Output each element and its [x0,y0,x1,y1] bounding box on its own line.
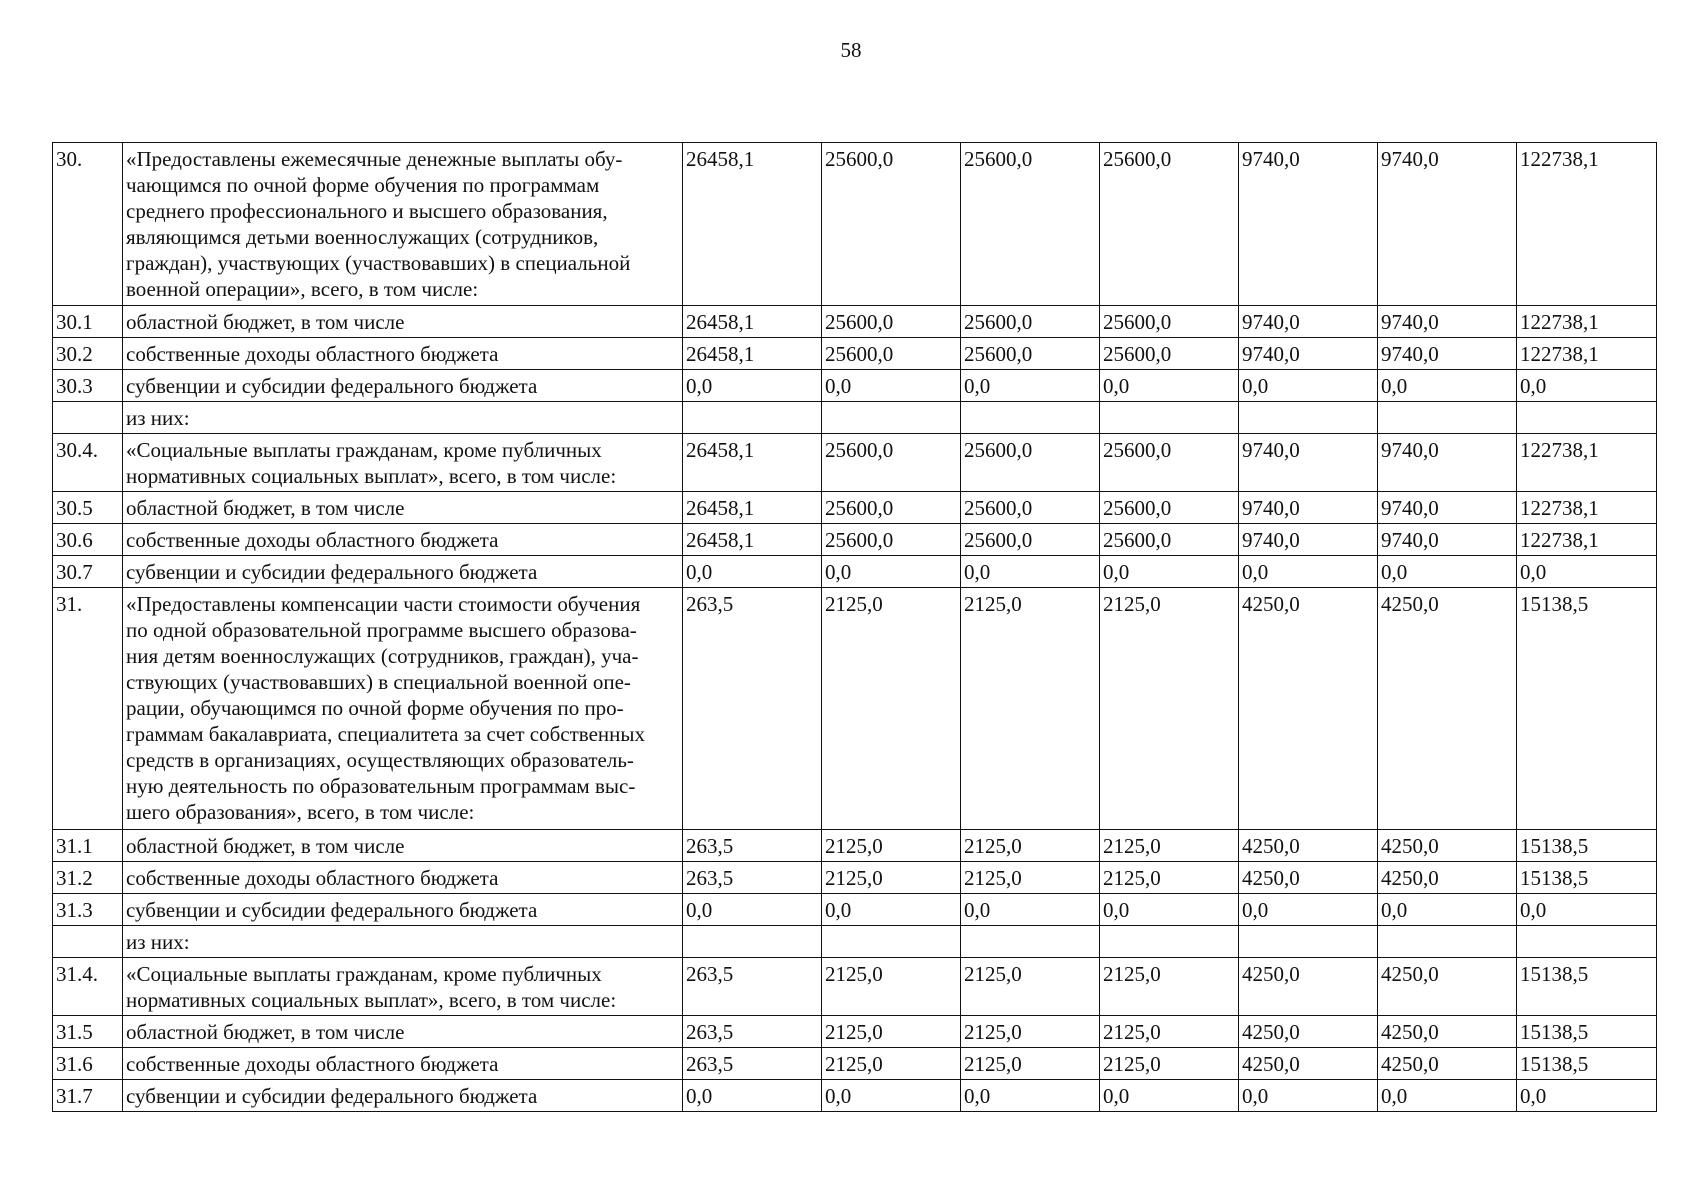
row-number: 30.7 [53,556,123,588]
row-value: 4250,0 [1239,830,1378,862]
row-name [123,1048,683,1080]
row-value: 25600,0 [1100,338,1239,370]
table-row [53,370,1657,402]
budget-table-body [53,143,1657,1112]
row-total: 15138,5 [1517,958,1657,1016]
row-name-line: из них: [126,406,190,430]
row-total: 122738,1 [1517,306,1657,338]
row-value: 25600,0 [822,492,961,524]
row-value: 26458,1 [683,434,822,492]
row-name-line: ствующих (участвовавших) в специальной военной опе- [126,670,631,694]
row-value [1378,402,1517,434]
table-row [53,1016,1657,1048]
row-value: 263,5 [683,1016,822,1048]
row-value: 0,0 [961,556,1100,588]
row-value: 9740,0 [1378,143,1517,306]
row-name-line: являющимся детьми военнослужащих (сотрудников, [126,225,599,249]
row-name-line: субвенции и субсидии федерального бюджета [126,560,538,584]
row-name [123,894,683,926]
row-number: 30.6 [53,524,123,556]
row-name-line: собственные доходы областного бюджета [126,528,499,552]
row-value: 9740,0 [1378,338,1517,370]
row-value: 2125,0 [961,958,1100,1016]
row-name-line: шего образования», всего, в том числе: [126,800,475,824]
row-value [1100,926,1239,958]
row-value: 2125,0 [1100,1016,1239,1048]
table-row [53,524,1657,556]
table-row [53,1048,1657,1080]
row-value: 2125,0 [1100,830,1239,862]
row-value: 0,0 [1378,370,1517,402]
row-value [1239,926,1378,958]
row-value: 0,0 [822,894,961,926]
row-value: 0,0 [683,894,822,926]
row-name [123,492,683,524]
row-total: 122738,1 [1517,492,1657,524]
row-value: 0,0 [1378,894,1517,926]
row-value: 4250,0 [1239,1048,1378,1080]
row-name [123,1080,683,1112]
row-value: 2125,0 [1100,958,1239,1016]
row-value: 25600,0 [961,338,1100,370]
row-number [53,926,123,958]
row-name-line: военной операции», всего, в том числе: [126,277,479,301]
row-value: 2125,0 [961,862,1100,894]
row-value: 0,0 [822,1080,961,1112]
row-value: 0,0 [1100,370,1239,402]
budget-table [52,142,1657,1112]
row-value: 25600,0 [1100,306,1239,338]
row-number: 31.2 [53,862,123,894]
row-value [961,926,1100,958]
row-value: 25600,0 [1100,434,1239,492]
row-number: 30.5 [53,492,123,524]
row-value: 9740,0 [1378,434,1517,492]
row-number: 30. [53,143,123,306]
row-value: 0,0 [683,370,822,402]
row-name-line: нормативных социальных выплат», всего, в том числе: [126,988,617,1012]
row-name-line: по одной образовательной программе высшего образова- [126,618,637,642]
row-name-line: чающимся по очной форме обучения по программам [126,173,600,197]
row-value [683,402,822,434]
row-name-line: субвенции и субсидии федерального бюджета [126,898,538,922]
row-value: 25600,0 [822,434,961,492]
row-total: 0,0 [1517,556,1657,588]
row-number [53,402,123,434]
row-value: 0,0 [1239,894,1378,926]
row-value: 26458,1 [683,143,822,306]
row-total: 0,0 [1517,370,1657,402]
row-name [123,370,683,402]
row-value: 2125,0 [822,1048,961,1080]
row-total: 15138,5 [1517,588,1657,830]
row-value: 26458,1 [683,338,822,370]
row-total [1517,926,1657,958]
row-number: 31.4. [53,958,123,1016]
row-total: 122738,1 [1517,338,1657,370]
row-number: 31.1 [53,830,123,862]
row-total: 15138,5 [1517,830,1657,862]
row-value: 25600,0 [1100,143,1239,306]
row-value: 26458,1 [683,524,822,556]
row-name-line: субвенции и субсидии федерального бюджета [126,1084,538,1108]
row-name-line: средств в организациях, осуществляющих образователь- [126,748,634,772]
row-number: 31.5 [53,1016,123,1048]
row-value: 0,0 [822,556,961,588]
table-row [53,306,1657,338]
row-name [123,524,683,556]
row-name-line: рации, обучающимся по очной форме обучения по про- [126,696,624,720]
row-value: 0,0 [961,894,1100,926]
row-value: 25600,0 [822,306,961,338]
row-name-line: областной бюджет, в том числе [126,834,405,858]
row-name-line: нормативных социальных выплат», всего, в том числе: [126,464,617,488]
row-value: 25600,0 [822,143,961,306]
row-number: 31.6 [53,1048,123,1080]
row-name [123,556,683,588]
row-name [123,830,683,862]
row-number: 30.1 [53,306,123,338]
table-row [53,894,1657,926]
row-value: 0,0 [1239,556,1378,588]
row-value: 4250,0 [1378,830,1517,862]
row-name-line: собственные доходы областного бюджета [126,866,499,890]
row-value: 0,0 [683,556,822,588]
row-value: 4250,0 [1239,1016,1378,1048]
row-name [123,434,683,492]
row-number: 31.3 [53,894,123,926]
row-total: 122738,1 [1517,524,1657,556]
row-total [1517,402,1657,434]
row-value: 9740,0 [1239,143,1378,306]
table-row [53,402,1657,434]
row-value: 9740,0 [1239,338,1378,370]
row-value: 0,0 [1239,1080,1378,1112]
row-value [683,926,822,958]
row-value: 4250,0 [1378,1048,1517,1080]
row-value: 2125,0 [822,588,961,830]
row-total: 0,0 [1517,894,1657,926]
row-name-line: областной бюджет, в том числе [126,310,405,334]
row-value: 4250,0 [1378,588,1517,830]
row-name-line: собственные доходы областного бюджета [126,1052,499,1076]
table-row [53,338,1657,370]
table-row [53,958,1657,1016]
row-value: 2125,0 [1100,588,1239,830]
table-row [53,143,1657,306]
row-name-line: «Социальные выплаты гражданам, кроме публичных [126,962,602,986]
row-value: 25600,0 [822,524,961,556]
row-name-line: граждан), участвующих (участвовавших) в специальной [126,251,631,275]
row-value: 26458,1 [683,492,822,524]
row-value: 2125,0 [961,588,1100,830]
row-value [822,402,961,434]
row-value: 2125,0 [1100,862,1239,894]
row-total: 122738,1 [1517,143,1657,306]
row-value: 2125,0 [822,862,961,894]
row-value: 25600,0 [1100,492,1239,524]
row-value: 4250,0 [1239,958,1378,1016]
row-value [961,402,1100,434]
row-value: 25600,0 [961,143,1100,306]
row-number: 30.3 [53,370,123,402]
row-value: 0,0 [822,370,961,402]
row-total: 15138,5 [1517,1016,1657,1048]
table-row [53,862,1657,894]
row-number: 30.4. [53,434,123,492]
row-value: 2125,0 [822,958,961,1016]
row-value: 25600,0 [961,524,1100,556]
row-name [123,143,683,306]
row-name-line: ную деятельность по образовательным программам выс- [126,774,636,798]
row-value: 263,5 [683,862,822,894]
row-value: 9740,0 [1239,492,1378,524]
row-name-line: «Предоставлены ежемесячные денежные выплаты обу- [126,147,623,171]
table-row [53,830,1657,862]
row-value: 0,0 [961,1080,1100,1112]
row-value: 263,5 [683,1048,822,1080]
row-number: 30.2 [53,338,123,370]
row-number: 31.7 [53,1080,123,1112]
row-value: 4250,0 [1378,862,1517,894]
row-name [123,338,683,370]
table-row [53,1080,1657,1112]
row-value: 25600,0 [961,306,1100,338]
table-row [53,588,1657,830]
row-value: 4250,0 [1239,862,1378,894]
row-value: 263,5 [683,830,822,862]
row-value: 0,0 [961,370,1100,402]
row-value: 2125,0 [1100,1048,1239,1080]
row-name [123,862,683,894]
row-value [1378,926,1517,958]
row-value: 9740,0 [1239,434,1378,492]
row-name-line: областной бюджет, в том числе [126,496,405,520]
table-row [53,434,1657,492]
row-value [1239,402,1378,434]
row-value: 0,0 [683,1080,822,1112]
row-value: 4250,0 [1239,588,1378,830]
row-value: 9740,0 [1239,524,1378,556]
row-name [123,402,683,434]
row-value: 2125,0 [822,830,961,862]
row-name-line: областной бюджет, в том числе [126,1020,405,1044]
row-value: 0,0 [1378,1080,1517,1112]
row-name-line: из них: [126,930,190,954]
row-value: 0,0 [1100,556,1239,588]
row-value: 25600,0 [961,492,1100,524]
row-name-line: собственные доходы областного бюджета [126,342,499,366]
row-value: 25600,0 [1100,524,1239,556]
row-total: 122738,1 [1517,434,1657,492]
row-value: 263,5 [683,588,822,830]
table-row [53,492,1657,524]
row-name [123,926,683,958]
row-value [1100,402,1239,434]
row-value: 9740,0 [1378,524,1517,556]
row-value: 2125,0 [961,1016,1100,1048]
row-value: 0,0 [1100,1080,1239,1112]
page-number: 58 [840,38,862,62]
row-value: 2125,0 [822,1016,961,1048]
row-name-line: «Предоставлены компенсации части стоимости обучения [126,592,641,616]
row-value: 4250,0 [1378,1016,1517,1048]
row-name-line: субвенции и субсидии федерального бюджета [126,374,538,398]
row-name [123,958,683,1016]
row-value: 0,0 [1100,894,1239,926]
table-row [53,556,1657,588]
row-value [822,926,961,958]
table-row [53,926,1657,958]
row-value: 25600,0 [822,338,961,370]
row-total: 15138,5 [1517,1048,1657,1080]
row-total: 0,0 [1517,1080,1657,1112]
row-value: 25600,0 [961,434,1100,492]
row-value: 0,0 [1239,370,1378,402]
row-value: 2125,0 [961,830,1100,862]
row-value: 9740,0 [1378,492,1517,524]
row-number: 31. [53,588,123,830]
row-total: 15138,5 [1517,862,1657,894]
row-name-line: среднего профессионального и высшего образования, [126,199,608,223]
row-value: 2125,0 [961,1048,1100,1080]
row-name-line: граммам бакалавриата, специалитета за счет собственных [126,722,645,746]
row-value: 0,0 [1378,556,1517,588]
row-value: 9740,0 [1378,306,1517,338]
row-name [123,306,683,338]
row-name-line: ния детям военнослужащих (сотрудников, граждан), уча- [126,644,639,668]
row-name-line: «Социальные выплаты гражданам, кроме публичных [126,438,602,462]
row-value: 26458,1 [683,306,822,338]
row-value: 263,5 [683,958,822,1016]
row-value: 9740,0 [1239,306,1378,338]
row-name [123,588,683,830]
row-value: 4250,0 [1378,958,1517,1016]
row-name [123,1016,683,1048]
